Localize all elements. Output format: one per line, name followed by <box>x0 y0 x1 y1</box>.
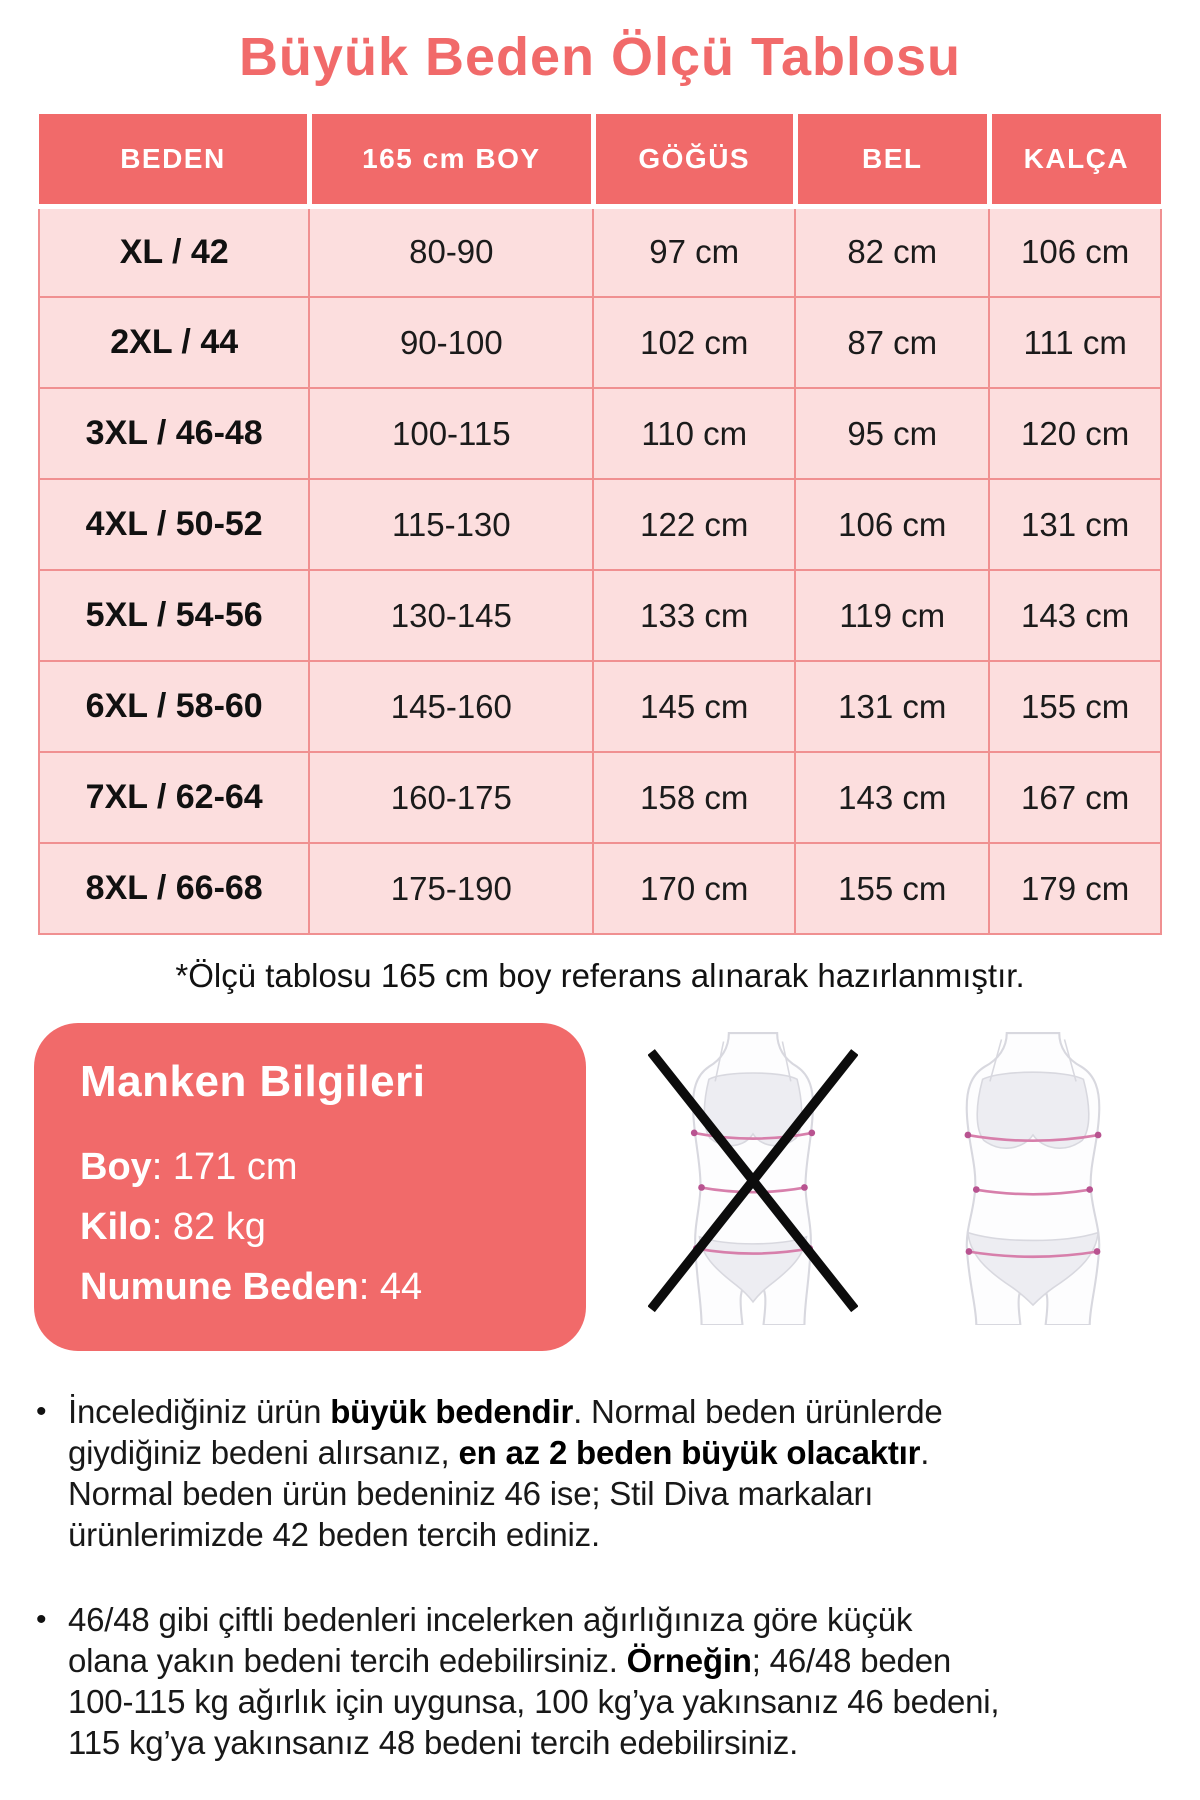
size-value-cell: 82 cm <box>795 206 989 297</box>
size-value-cell: 155 cm <box>795 843 989 934</box>
size-label-cell: 7XL / 62-64 <box>39 752 309 843</box>
bullet-line <box>68 1640 999 1681</box>
bullet-segment: Normal beden ürün bedeniniz 46 ise; Stil Diva markaları <box>68 1475 874 1512</box>
bullet-segment: olana yakın bedeni tercih edebilirsiniz. <box>68 1642 627 1679</box>
model-info-lines <box>80 1137 540 1317</box>
bullet-segment: . <box>920 1434 930 1471</box>
size-value-cell: 160-175 <box>309 752 593 843</box>
size-value-cell: 133 cm <box>593 570 795 661</box>
size-value-cell: 120 cm <box>989 388 1161 479</box>
bullet-segment: giydiğiniz bedeni alırsanız, <box>68 1434 459 1471</box>
model-info-title: Manken Bilgileri <box>80 1057 426 1106</box>
bullet-item <box>36 1391 1172 1555</box>
size-value-cell: 106 cm <box>989 206 1161 297</box>
size-value-cell: 80-90 <box>309 206 593 297</box>
size-row <box>39 570 1161 661</box>
size-value-cell: 106 cm <box>795 479 989 570</box>
size-value-cell: 122 cm <box>593 479 795 570</box>
model-info-card <box>34 1023 586 1351</box>
size-value-cell: 100-115 <box>309 388 593 479</box>
bullet-bold-segment: en az 2 beden büyük olacaktır <box>458 1434 921 1471</box>
bullet-line <box>68 1473 943 1514</box>
bullet-text <box>68 1391 943 1555</box>
size-table-header-row <box>39 114 1161 206</box>
size-value-cell: 97 cm <box>593 206 795 297</box>
size-row <box>39 843 1161 934</box>
size-value-cell: 155 cm <box>989 661 1161 752</box>
size-table-header-cell: KALÇA <box>989 114 1161 206</box>
model-info-section <box>34 1023 1200 1351</box>
bullet-segment: ürünlerimizde 42 beden tercih ediniz. <box>68 1516 600 1553</box>
bullet-marker: • <box>36 1603 47 1636</box>
size-value-cell: 131 cm <box>795 661 989 752</box>
size-value-cell: 90-100 <box>309 297 593 388</box>
bullet-line <box>68 1681 999 1722</box>
size-table-body <box>39 206 1161 934</box>
size-value-cell: 87 cm <box>795 297 989 388</box>
bullet-text <box>68 1599 999 1763</box>
size-table-header-cell: GÖĞÜS <box>593 114 795 206</box>
size-row <box>39 479 1161 570</box>
size-value-cell: 143 cm <box>989 570 1161 661</box>
size-row <box>39 297 1161 388</box>
bullet-item <box>36 1599 1172 1763</box>
bullet-marker: • <box>36 1395 47 1428</box>
size-value-cell: 145-160 <box>309 661 593 752</box>
size-label-cell: 3XL / 46-48 <box>39 388 309 479</box>
size-row <box>39 752 1161 843</box>
body-figures <box>586 1023 1200 1325</box>
model-info-value: : 44 <box>358 1266 423 1308</box>
model-info-line <box>80 1257 540 1317</box>
size-value-cell: 119 cm <box>795 570 989 661</box>
size-value-cell: 145 cm <box>593 661 795 752</box>
bullet-segment: . Normal beden ürünlerde <box>573 1393 943 1430</box>
size-label-cell: 8XL / 66-68 <box>39 843 309 934</box>
size-value-cell: 143 cm <box>795 752 989 843</box>
model-info-label: Numune Beden <box>80 1266 359 1308</box>
size-table <box>38 114 1162 935</box>
note-bullets <box>36 1391 1172 1763</box>
size-value-cell: 95 cm <box>795 388 989 479</box>
size-label-cell: 2XL / 44 <box>39 297 309 388</box>
size-label-cell: 6XL / 58-60 <box>39 661 309 752</box>
size-value-cell: 170 cm <box>593 843 795 934</box>
page-title: Büyük Beden Ölçü Tablosu <box>238 27 962 87</box>
measured-plus-body-icon <box>928 1031 1138 1325</box>
bullet-segment: 100-115 kg ağırlık için uygunsa, 100 kg’ya yakınsanız 46 bedeni, <box>68 1683 1000 1720</box>
size-value-cell: 130-145 <box>309 570 593 661</box>
size-label-cell: 4XL / 50-52 <box>39 479 309 570</box>
table-footnote: *Ölçü tablosu 165 cm boy referans alınarak hazırlanmıştır. <box>175 957 1025 994</box>
bullet-line <box>68 1514 943 1555</box>
model-info-value: : 82 kg <box>151 1206 266 1248</box>
size-label-cell: 5XL / 54-56 <box>39 570 309 661</box>
bullet-line <box>68 1599 999 1640</box>
model-info-value: : 171 cm <box>151 1146 298 1188</box>
size-label-cell: XL / 42 <box>39 206 309 297</box>
bullet-bold-segment: büyük bedendir <box>330 1393 574 1430</box>
size-table-header-cell: BEL <box>795 114 989 206</box>
size-value-cell: 111 cm <box>989 297 1161 388</box>
size-value-cell: 158 cm <box>593 752 795 843</box>
size-table-header-cell: BEDEN <box>39 114 309 206</box>
size-row <box>39 388 1161 479</box>
bullet-segment: ; 46/48 beden <box>751 1642 952 1679</box>
model-info-label: Boy <box>80 1146 152 1188</box>
size-row <box>39 661 1161 752</box>
size-value-cell: 175-190 <box>309 843 593 934</box>
bullet-line <box>68 1391 943 1432</box>
bullet-bold-segment: Örneğin <box>626 1642 752 1679</box>
size-value-cell: 110 cm <box>593 388 795 479</box>
size-value-cell: 102 cm <box>593 297 795 388</box>
size-row <box>39 206 1161 297</box>
bullet-line <box>68 1722 999 1763</box>
size-value-cell: 131 cm <box>989 479 1161 570</box>
model-info-label: Kilo <box>80 1206 152 1248</box>
bullet-segment: İncelediğiniz ürün <box>68 1393 331 1430</box>
model-info-line <box>80 1197 540 1257</box>
size-value-cell: 115-130 <box>309 479 593 570</box>
crossed-slim-body-icon <box>648 1031 858 1325</box>
bullet-segment: 115 kg’ya yakınsanız 48 bedeni tercih edebilirsiniz. <box>68 1724 799 1761</box>
bullet-line <box>68 1432 943 1473</box>
size-table-header-cell: 165 cm BOY <box>309 114 593 206</box>
size-value-cell: 167 cm <box>989 752 1161 843</box>
size-value-cell: 179 cm <box>989 843 1161 934</box>
bullet-segment: 46/48 gibi çiftli bedenleri incelerken ağırlığınıza göre küçük <box>68 1601 913 1638</box>
model-info-line <box>80 1137 540 1197</box>
